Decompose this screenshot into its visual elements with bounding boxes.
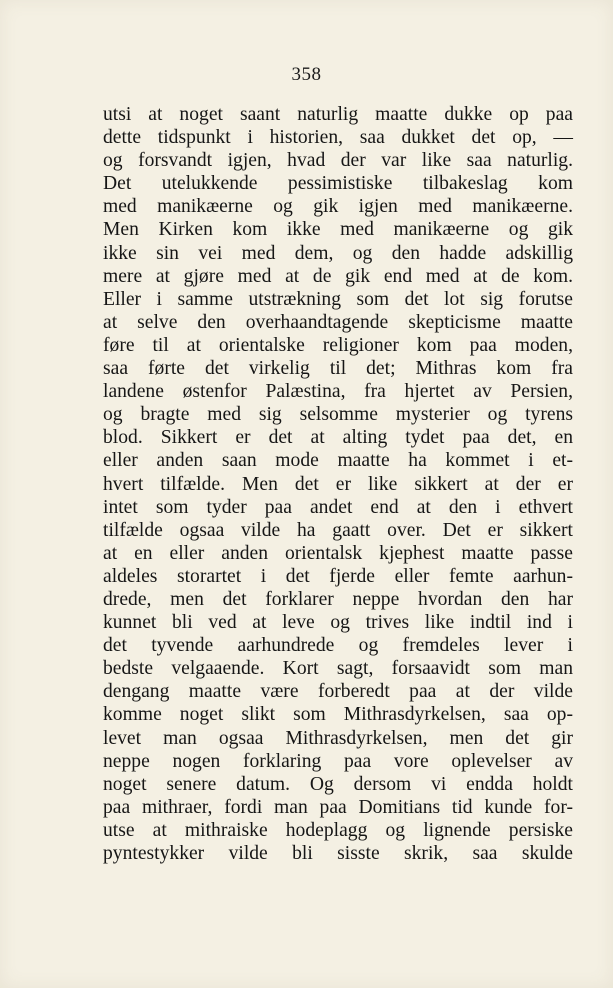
text-line: utsi at noget saant naturlig maatte dukke op paa	[103, 104, 573, 125]
text-line: hvert tilfælde. Men det er like sikkert at der er	[103, 473, 573, 495]
text-line: at en eller anden orientalsk kjephest maatte passe	[103, 542, 573, 564]
text-line: paa mithraer, fordi man paa Domitians tid kunde for-	[103, 796, 573, 818]
text-line: komme noget slikt som Mithrasdyrkelsen, saa op-	[103, 704, 573, 726]
page-number: 358	[291, 64, 322, 85]
text-line: føre til at orientalske religioner kom paa moden,	[103, 334, 573, 356]
text-line: og bragte med sig selsomme mysterier og tyrens	[103, 404, 573, 426]
text-line: pyntestykker vilde bli sisste skrik, saa skulde	[103, 843, 573, 864]
text-line: neppe nogen forklaring paa vore oplevelser av	[103, 750, 573, 772]
text-line: Eller i samme utstrækning som det lot sig forutse	[103, 288, 573, 310]
text-line: det tyvende aarhundrede og fremdeles lever i	[103, 635, 573, 657]
text-line: aldeles storartet i det fjerde eller femte aarhun-	[103, 565, 573, 587]
text-line: saa førte det virkelig til det; Mithras kom fra	[103, 358, 573, 380]
text-line: landene østenfor Palæstina, fra hjertet av Persien,	[103, 381, 573, 403]
text-line: ikke sin vei med dem, og den hadde adskillig	[103, 242, 573, 264]
body-text	[103, 103, 573, 865]
text-line: bedste velgaaende. Kort sagt, forsaavidt som man	[103, 658, 573, 680]
text-line: intet som tyder paa andet end at den i ethvert	[103, 496, 573, 518]
text-line: kunnet bli ved at leve og trives like indtil ind i	[103, 612, 573, 634]
text-line: utse at mithraiske hodeplagg og lignende persiske	[103, 819, 573, 841]
text-line: blod. Sikkert er det at alting tydet paa det, en	[103, 427, 573, 449]
text-line: Det utelukkende pessimistiske tilbakeslag kom	[103, 173, 573, 195]
text-line: Men Kirken kom ikke med manikæerne og gik	[103, 219, 573, 241]
text-line: mere at gjøre med at de gik end med at de kom.	[103, 265, 573, 287]
text-line: levet man ogsaa Mithrasdyrkelsen, men det gir	[103, 727, 573, 749]
text-line: noget senere datum. Og dersom vi endda holdt	[103, 773, 573, 795]
text-line: dette tidspunkt i historien, saa dukket det op, —	[103, 127, 573, 149]
text-line: at selve den overhaandtagende skepticisme maatte	[103, 311, 573, 333]
text-line: tilfælde ogsaa vilde ha gaatt over. Det er sikkert	[103, 519, 573, 541]
text-line: eller anden saan mode maatte ha kommet i et-	[103, 450, 573, 472]
text-line: med manikæerne og gik igjen med manikæerne.	[103, 196, 573, 218]
text-line: og forsvandt igjen, hvad der var like saa naturlig.	[103, 150, 573, 172]
text-line: drede, men det forklarer neppe hvordan den har	[103, 588, 573, 610]
text-line: dengang maatte være forberedt paa at der vilde	[103, 681, 573, 703]
